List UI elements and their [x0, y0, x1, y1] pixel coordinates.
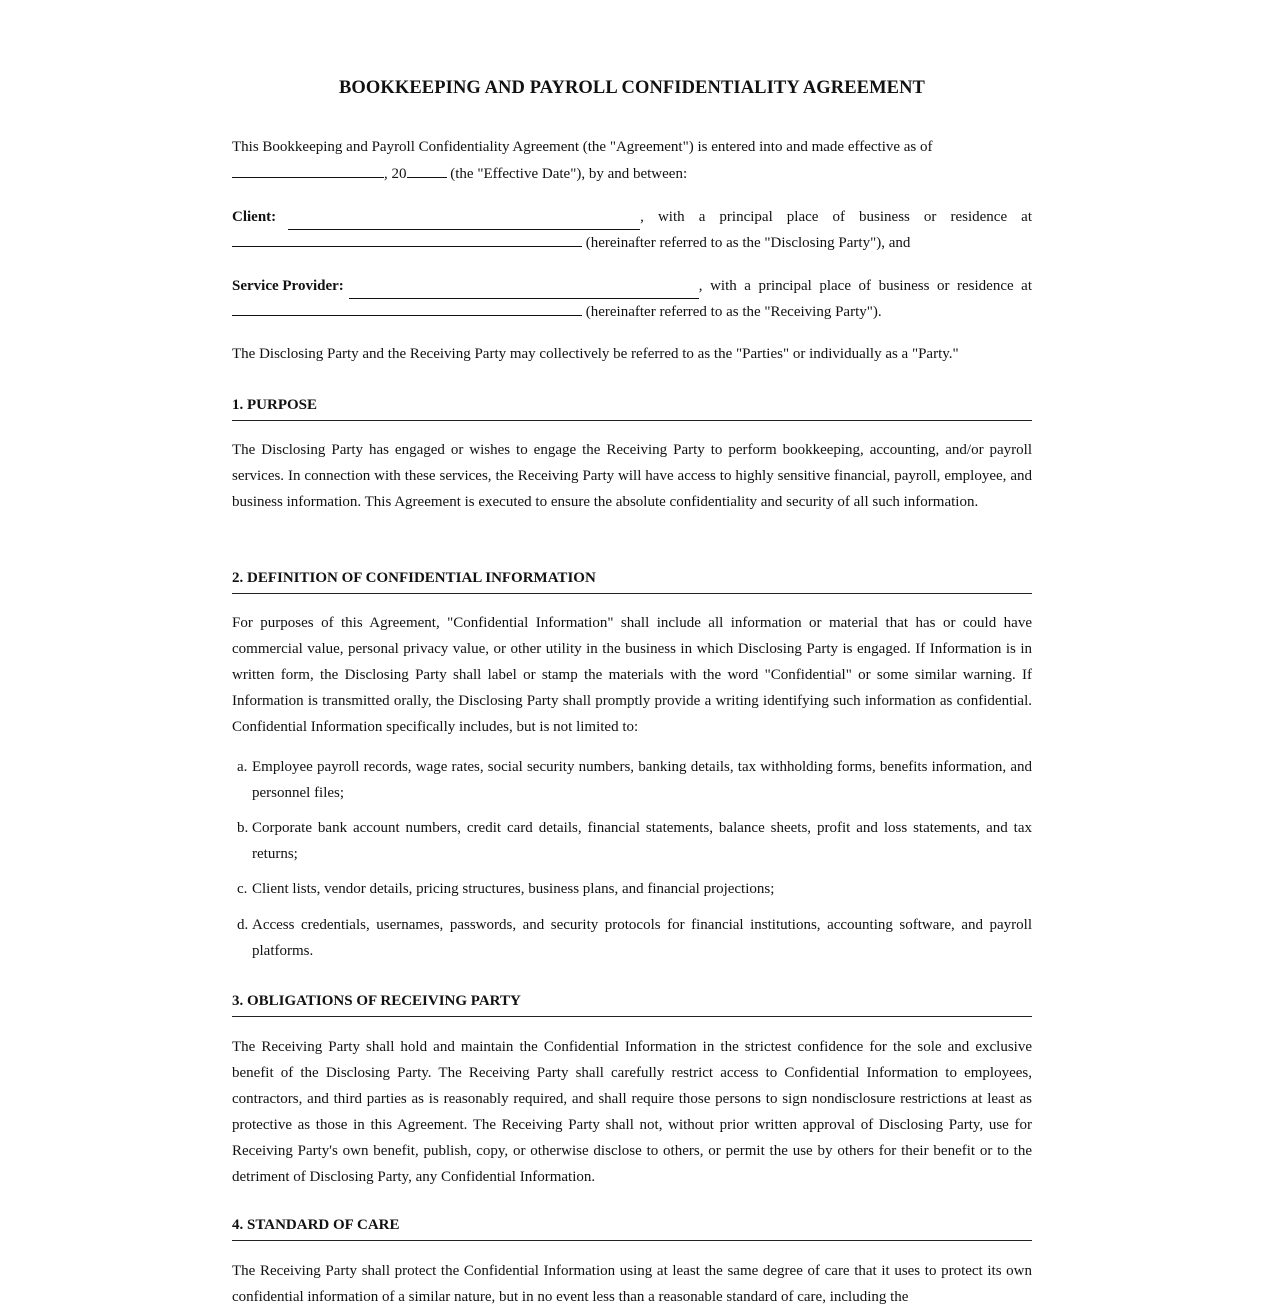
client-name-blank[interactable] [288, 214, 640, 230]
list-marker: d. [237, 917, 249, 933]
parties-note: The Disclosing Party and the Receiving Party may collectively be referred to as the "Parties" or individually as a "Party." [232, 346, 959, 362]
section-body-obligations: The Receiving Party shall hold and maintain the Confidential Information in the strictest confidence for the sole and exclusive benefit of the Disclosing Party. The Receiving Party shall carefully restrict access to Confidential Information to employees, contractors, and third parties as is reasonably required, and shall require those persons to sign nondisclosure restrictions at least as protective as those in this Agreement. The Receiving Party shall not, without prior written approval of Disclosing Party, use for Receiving Party's own benefit, publish, copy, or otherwise disclose to others, or permit the use by others for their benefit or to the detriment of Disclosing Party, any Confidential Information. [232, 1039, 1032, 1185]
client-label: Client: [232, 209, 277, 225]
section-heading-obligations: 3. OBLIGATIONS OF RECEIVING PARTY [232, 991, 1032, 1017]
provider-line-1 [232, 273, 1032, 299]
year-prefix: , 20 [384, 166, 407, 182]
provider-name-blank[interactable] [349, 283, 699, 299]
date-blank[interactable] [232, 162, 384, 178]
list-item-text: Client lists, vendor details, pricing structures, business plans, and financial projections; [252, 881, 775, 897]
intro-line-1: This Bookkeeping and Payroll Confidentiality Agreement (the "Agreement") is entered into and made effective as of [232, 139, 933, 155]
document-title: BOOKKEEPING AND PAYROLL CONFIDENTIALITY AGREEMENT [338, 78, 926, 98]
section-heading-purpose: 1. PURPOSE [232, 395, 1032, 421]
section-body-purpose: The Disclosing Party has engaged or wishes to engage the Receiving Party to perform bookkeeping, accounting, and/or payroll services. In connection with these services, the Receiving Party will have access to highly sensitive financial, payroll, employee, and business information. This Agreement is executed to ensure the absolute confidentiality and security of all such information. [232, 442, 1032, 510]
list-item [232, 815, 1032, 867]
list-marker: a. [237, 759, 248, 775]
section-body-standard-of-care: The Receiving Party shall protect the Confidential Information using at least the same degree of care that it uses to protect its own confidential information of a similar nature, but in no event less than a reasonable standard of care, including the [232, 1263, 1032, 1305]
provider-address-blank[interactable] [232, 300, 582, 316]
list-item-text: Corporate bank account numbers, credit card details, financial statements, balance sheets, profit and loss statements, and tax returns; [252, 820, 1032, 862]
client-line-2 [232, 230, 1032, 256]
client-after-address: (hereinafter referred to as the "Disclosing Party"), and [582, 235, 911, 251]
list-marker: b. [237, 820, 249, 836]
client-line-1 [232, 204, 1032, 230]
list-item-text: Access credentials, usernames, passwords, and security protocols for financial institutions, accounting software, and payroll platforms. [252, 917, 1032, 959]
client-address-blank[interactable] [232, 231, 582, 247]
provider-after-name: , with a principal place of business or residence at [698, 278, 1032, 294]
section-heading-standard-of-care: 4. STANDARD OF CARE [232, 1215, 1032, 1241]
list-item [232, 876, 1032, 902]
provider-line-2 [232, 299, 1032, 325]
client-after-name: , with a principal place of business or residence at [640, 209, 1032, 225]
effective-date-text: (the "Effective Date"), by and between: [446, 166, 688, 182]
section-body-definition: For purposes of this Agreement, "Confidential Information" shall include all information or material that has or could have commercial value, personal privacy value, or other utility in the business in which Disclosing Party is engaged. If Information is in written form, the Disclosing Party shall label or stamp the materials with the word "Confidential" or some similar warning. If Information is transmitted orally, the Disclosing Party shall promptly provide a writing identifying such information as confidential. Confidential Information specifically includes, but is not limited to: [232, 615, 1032, 735]
list-item-text: Employee payroll records, wage rates, social security numbers, banking details, tax withholding forms, benefits information, and personnel files; [252, 759, 1032, 801]
effective-date-line [232, 161, 1032, 187]
list-item [232, 912, 1032, 964]
section-heading-definition: 2. DEFINITION OF CONFIDENTIAL INFORMATION [232, 568, 1032, 594]
intro-paragraph [232, 134, 1032, 160]
provider-after-address: (hereinafter referred to as the "Receiving Party"). [582, 304, 882, 320]
list-marker: c. [237, 881, 248, 897]
provider-label: Service Provider: [232, 278, 344, 294]
year-blank[interactable] [407, 162, 447, 178]
list-item [232, 754, 1032, 806]
